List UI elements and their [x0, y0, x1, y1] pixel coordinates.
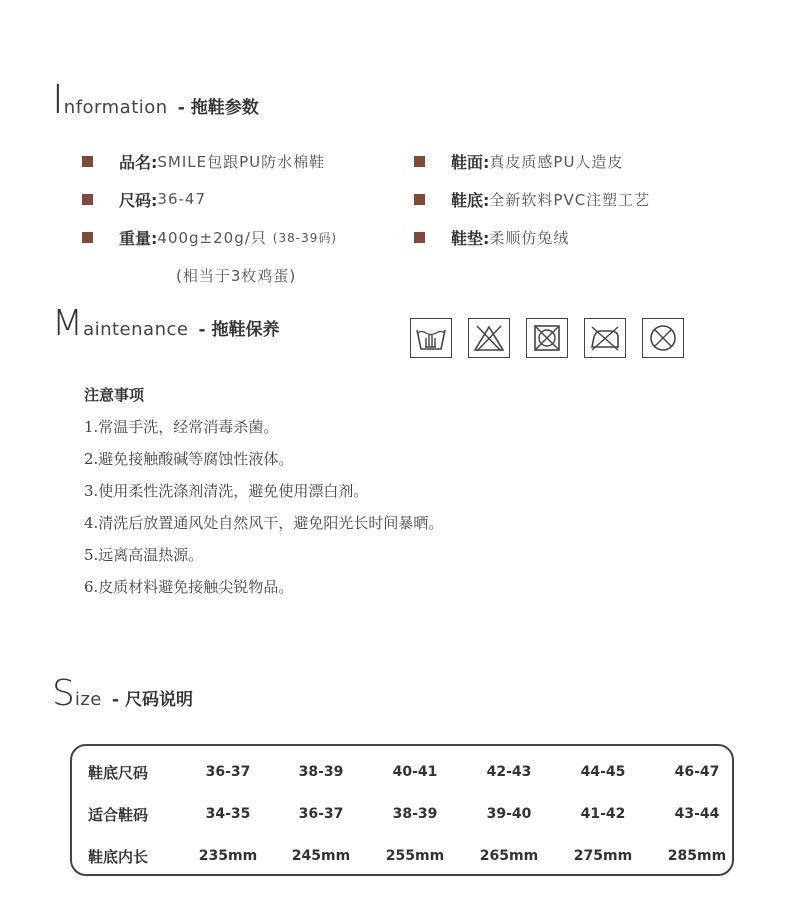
- no-bleach-icon: [468, 318, 510, 358]
- table-cell: 40-41: [392, 764, 438, 780]
- row-header: 鞋底尺码: [88, 763, 149, 782]
- size-heading: [52, 673, 193, 714]
- info-value: SMILE包跟PU防水棉鞋: [157, 152, 326, 171]
- table-cell: 38-39: [392, 806, 438, 822]
- info-row-insole: [414, 225, 569, 249]
- size-initial: S: [52, 673, 75, 714]
- information-cn-title: 拖鞋参数: [190, 98, 259, 118]
- maintenance-dash: -: [198, 320, 206, 340]
- care-note: 3.使用柔性洗涤剂清洗，避免使用漂白剂。: [84, 482, 369, 500]
- no-tumble-dry-icon: [526, 318, 568, 358]
- info-value-extra: (相当于3枚鸡蛋): [176, 266, 297, 285]
- no-dry-clean-icon: [642, 318, 684, 358]
- bullet-square: [82, 232, 93, 243]
- information-initial: I: [52, 77, 64, 123]
- table-row: [72, 802, 732, 826]
- info-value: 柔顺仿兔绒: [489, 228, 570, 247]
- table-cell: 36-37: [205, 764, 251, 780]
- info-row-size: [82, 187, 206, 211]
- care-note: 5.远离高温热源。: [84, 546, 204, 564]
- bullet-square: [414, 232, 425, 243]
- maintenance-heading: [52, 303, 280, 344]
- info-label: 尺码:: [119, 190, 158, 210]
- table-cell: 42-43: [486, 764, 532, 780]
- bullet-square: [414, 194, 425, 205]
- maintenance-word: aintenance: [83, 319, 189, 340]
- size-table: [70, 744, 734, 876]
- table-cell: 41-42: [580, 806, 626, 822]
- table-cell: 34-35: [205, 806, 251, 822]
- table-cell: 285mm: [667, 848, 727, 864]
- info-label: 鞋底:: [451, 190, 490, 210]
- size-dash: -: [111, 690, 119, 710]
- table-cell: 275mm: [573, 848, 633, 864]
- information-heading: [52, 77, 259, 123]
- table-cell: 265mm: [479, 848, 539, 864]
- table-row: [72, 760, 732, 784]
- info-row-weight-extra: [176, 263, 296, 287]
- info-row-name: [82, 149, 325, 173]
- info-value: 36-47: [157, 190, 206, 208]
- bullet-square: [82, 194, 93, 205]
- info-label: 鞋垫:: [451, 228, 490, 248]
- maintenance-initial: M: [52, 303, 84, 344]
- care-note: 1.常温手洗，经常消毒杀菌。: [84, 418, 279, 436]
- bullet-square: [414, 156, 425, 167]
- table-cell: 36-37: [298, 806, 344, 822]
- info-label: 重量:: [119, 228, 158, 248]
- no-iron-icon: [584, 318, 626, 358]
- maintenance-cn-title: 拖鞋保养: [211, 320, 280, 340]
- table-cell: 235mm: [198, 848, 258, 864]
- table-cell: 255mm: [385, 848, 445, 864]
- care-icons: [410, 318, 700, 358]
- bullet-square: [82, 156, 93, 167]
- table-cell: 245mm: [291, 848, 351, 864]
- hand-wash-icon: [410, 318, 452, 358]
- size-cn-title: 尺码说明: [124, 690, 193, 710]
- row-header: 适合鞋码: [88, 805, 149, 824]
- table-cell: 44-45: [580, 764, 626, 780]
- info-label: 品名:: [119, 152, 158, 172]
- care-note: 4.清洗后放置通风处自然风干，避免阳光长时间暴晒。: [84, 514, 444, 532]
- table-row: [72, 844, 732, 868]
- care-note: 2.避免接触酸碱等腐蚀性液体。: [84, 450, 294, 468]
- information-word: nformation: [63, 97, 168, 118]
- table-cell: 39-40: [486, 806, 532, 822]
- table-cell: 38-39: [298, 764, 344, 780]
- size-word: ize: [74, 689, 102, 710]
- table-cell: 43-44: [674, 806, 720, 822]
- notes-title: 注意事项: [84, 386, 145, 404]
- info-value: 400g±20g/只: [157, 228, 267, 247]
- info-row-weight: [82, 225, 337, 249]
- info-row-sole: [414, 187, 650, 211]
- table-cell: 46-47: [674, 764, 720, 780]
- info-label: 鞋面:: [451, 152, 490, 172]
- info-value: 全新软料PVC注塑工艺: [489, 190, 651, 209]
- information-dash: -: [177, 98, 185, 118]
- info-value-note: (38-39码): [272, 230, 338, 245]
- info-row-upper: [414, 149, 623, 173]
- row-header: 鞋底内长: [88, 847, 149, 866]
- care-note: 6.皮质材料避免接触尖锐物品。: [84, 578, 294, 596]
- info-value: 真皮质感PU人造皮: [489, 152, 624, 171]
